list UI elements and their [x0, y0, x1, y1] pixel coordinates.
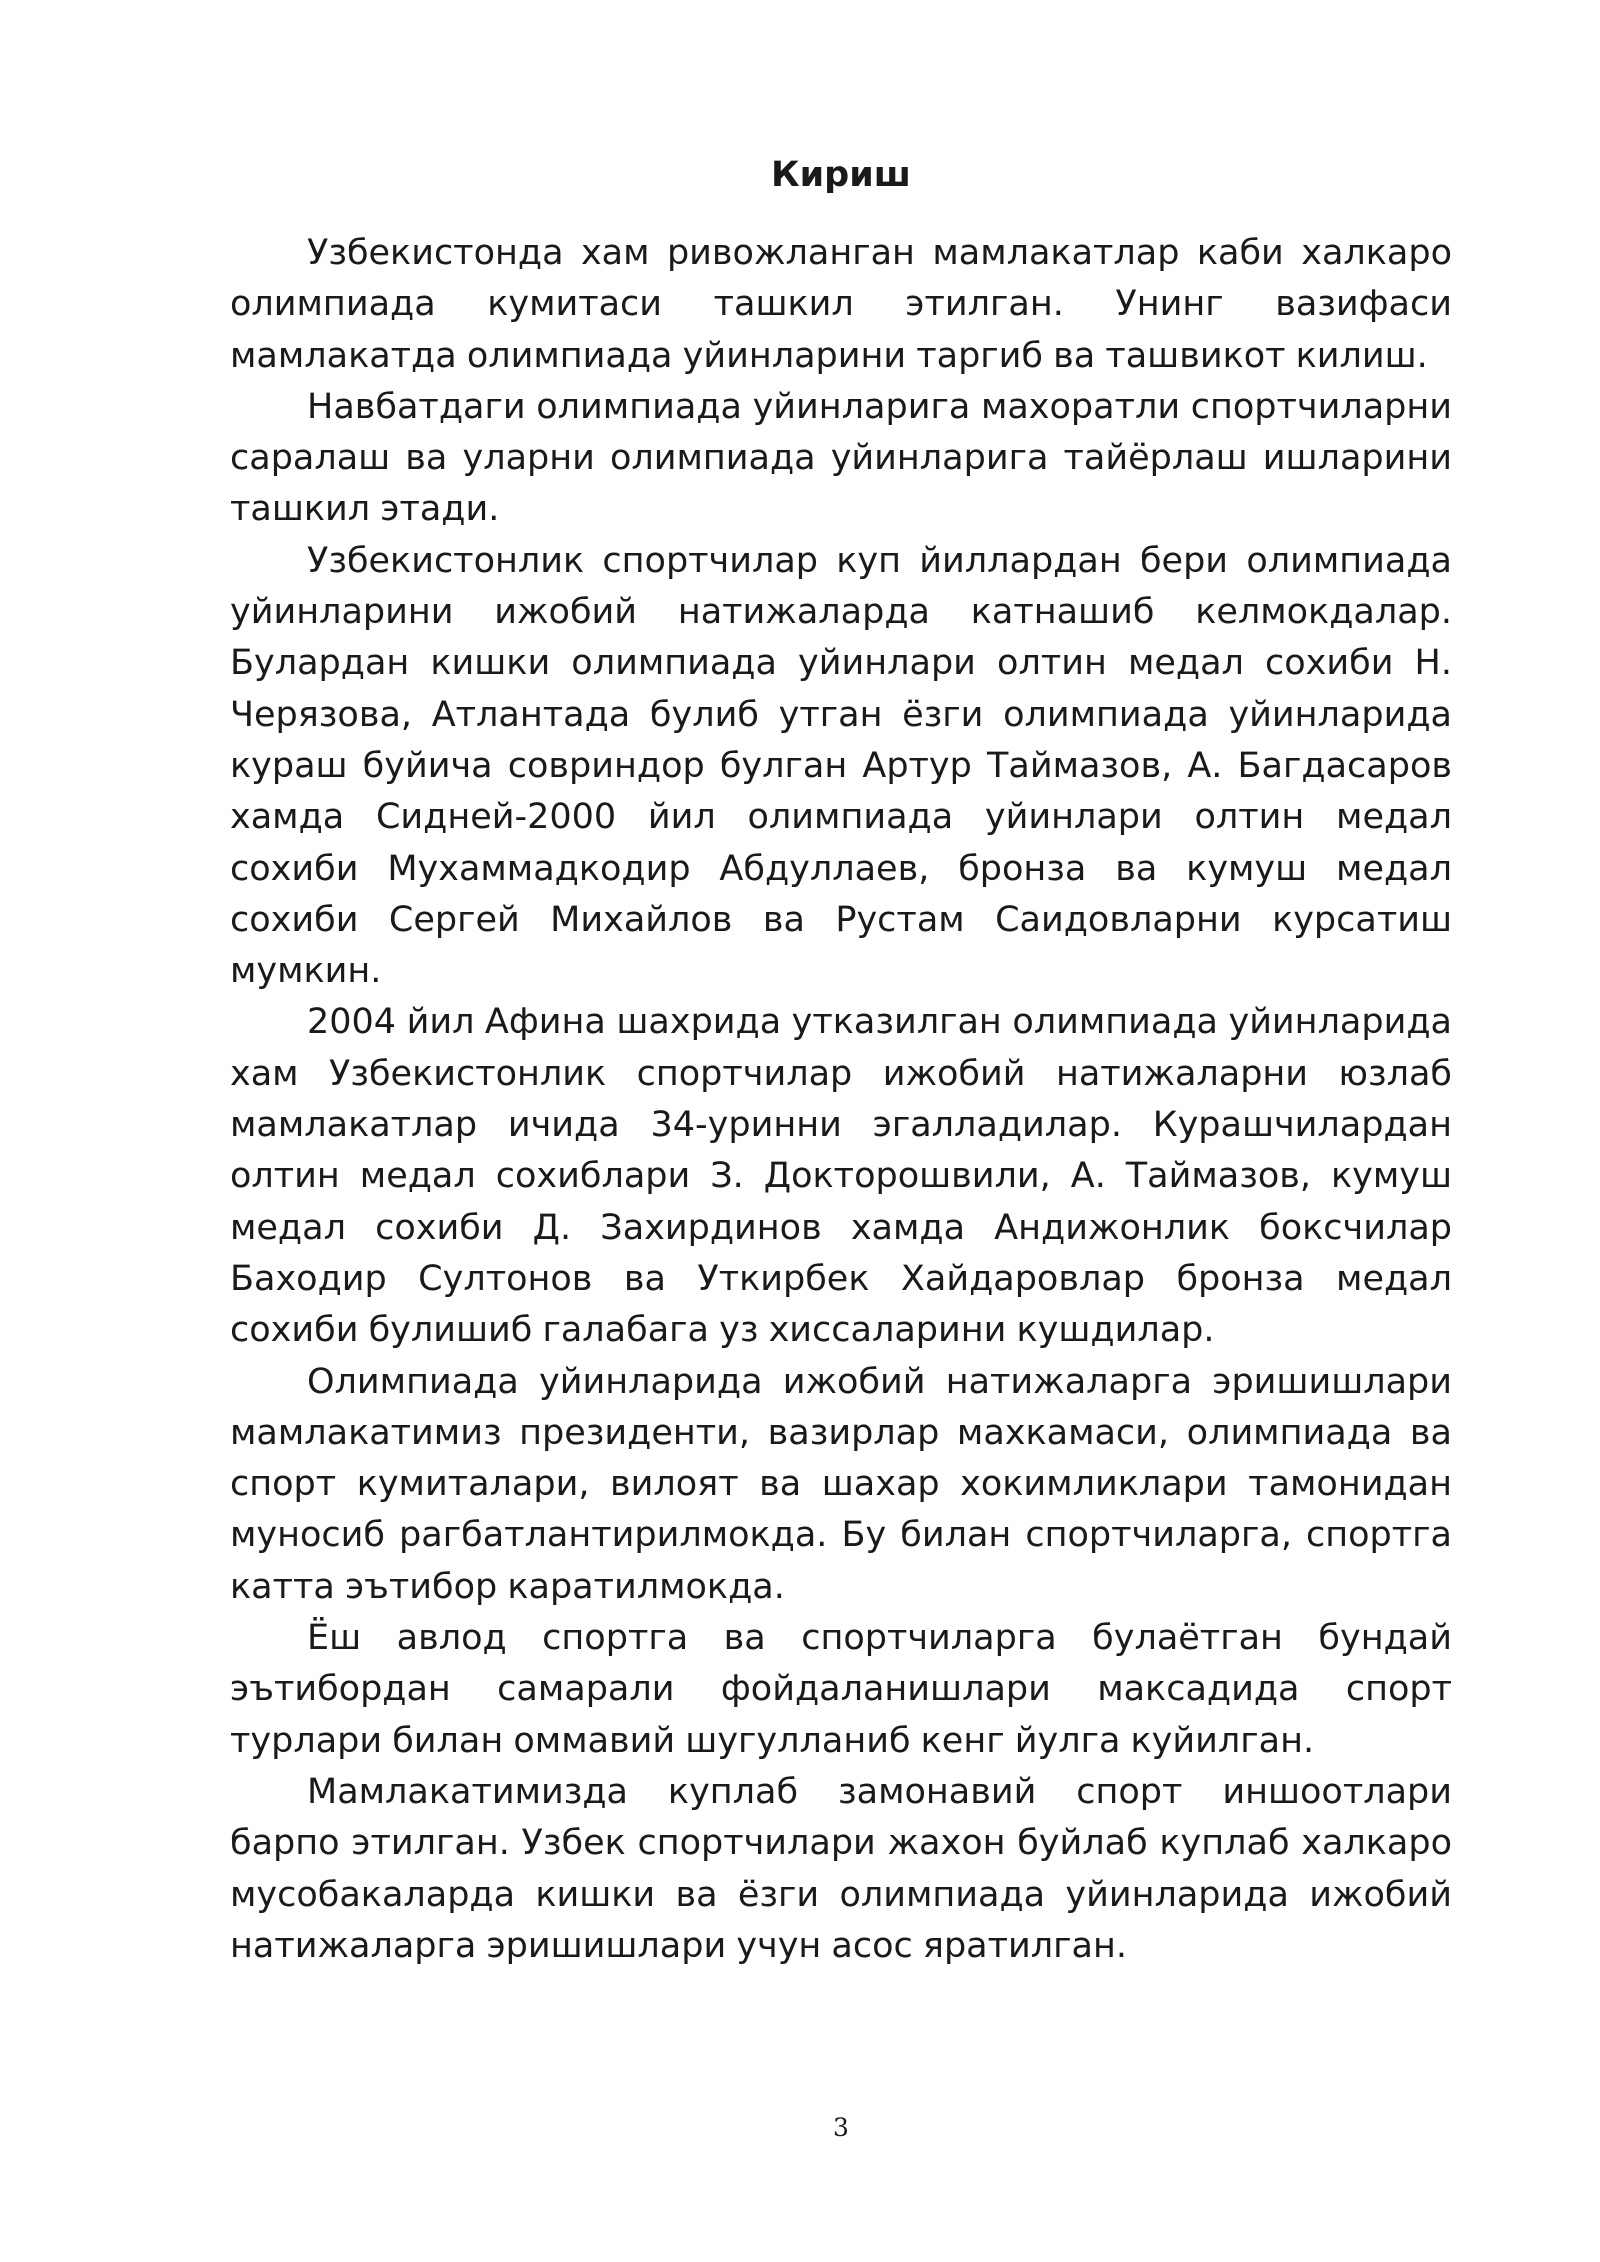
paragraph-1: Узбекистонда хам ривожланган мамлакатлар каби халкаро олимпиада кумитаси ташкил этилган. Унинг вазифаси мамлакатда олимпиада уйинларини таргиб ва ташвикот килиш. — [230, 233, 1452, 376]
paragraph-6: Ёш авлод спортга ва спортчиларга булаётган бундай эътибордан самарали фойдаланишлари максадида спорт турлари билан оммавий шугулланиб кенг йулга куйилган. — [230, 1618, 1452, 1761]
page-title: Кириш — [771, 155, 911, 195]
page-number: 3 — [833, 2113, 849, 2142]
document-body — [230, 228, 1452, 1972]
paragraph-2: Навбатдаги олимпиада уйинларига махоратли спортчиларни саралаш ва уларни олимпиада уйинларига тайёрлаш ишларини ташкил этади. — [230, 386, 1452, 530]
paragraph-4: 2004 йил Афина шахрида утказилган олимпиада уйинларида хам Узбекистонлик спортчилар ижобий натижаларни юзлаб мамлакатлар ичида 34-уринни эгалладилар. Курашчилардан олтин медал сохиблари З. Докторошвили, А. Таймазов, кумуш медал сохиби Д. Захирдинов хамда Андижонлик боксчилар Баходир Султонов ва Уткирбек Хайдаровлар бронза медал сохиби булишиб галабага уз хиссаларини кушдилар. — [230, 1002, 1452, 1351]
paragraph-5: Олимпиада уйинларида ижобий натижаларга эришишлари мамлакатимиз президенти, вазирлар махкамаси, олимпиада ва спорт кумиталари, вилоят ва шахар хокимликлари тамонидан муносиб рагбатлантирилмокда. Бу билан спортчиларга, спортга катта эътибор каратилмокда. — [230, 1361, 1452, 1607]
paragraph-7: Мамлакатимизда куплаб замонавий спорт иншоотлари барпо этилган. Узбек спортчилари жахон буйлаб куплаб халкаро мусобакаларда кишки ва ёзги олимпиада уйинларида ижобий натижаларга эришишлари учун асос яратилган. — [230, 1771, 1452, 1966]
paragraph-3: Узбекистонлик спортчилар куп йиллардан бери олимпиада уйинларини ижобий натижаларда катнашиб келмокдалар. Булардан кишки олимпиада уйинлари олтин медал сохиби Н. Черязова, Атлантада булиб утган ёзги олимпиада уйинларида кураш буйича совриндор булган Артур Таймазов, А. Багдасаров хамда Сидней-2000 йил олимпиада уйинлари олтин медал сохиби Мухаммадкодир Абдуллаев, бронза ва кумуш медал сохиби Сергей Михайлов ва Рустам Саидовларни курсатиш мумкин. — [230, 540, 1452, 992]
